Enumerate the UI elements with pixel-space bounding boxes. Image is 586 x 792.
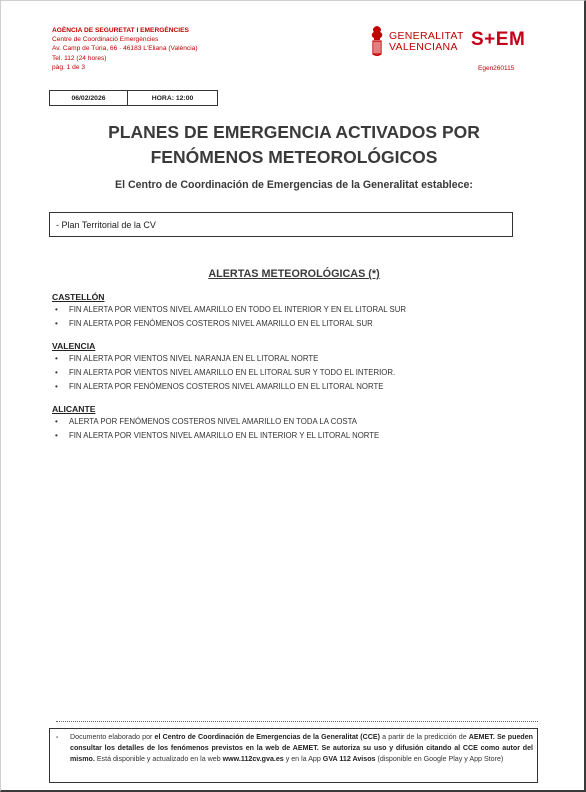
footer-divider xyxy=(56,721,538,722)
agency-name: AGÈNCIA DE SEGURETAT I EMERGÈNCIES xyxy=(52,27,189,34)
alert-item: • FIN ALERTA POR VIENTOS NIVEL NARANJA EN EL LITORAL NORTE xyxy=(52,352,532,366)
alert-item: • FIN ALERTA POR VIENTOS NIVEL AMARILLO EN TODO EL INTERIOR Y EN EL LITORAL SUR xyxy=(52,303,532,317)
agency-center: Centre de Coordinació Emergències xyxy=(52,36,159,44)
title-line-2: FENÓMENOS METEOROLÓGICOS xyxy=(150,147,438,167)
region-name: CASTELLÓN xyxy=(52,292,105,302)
issue-time: HORA: 12:00 xyxy=(151,94,194,102)
region-valencia xyxy=(52,341,532,394)
footer-text-3: Está disponible y actualizado en la web xyxy=(94,755,223,763)
page-subtitle: El Centro de Coordinación de Emergencias de la Generalitat establece: xyxy=(115,179,473,191)
region-alicante xyxy=(52,404,532,443)
footer-text-1: Documento elaborado por xyxy=(70,733,155,741)
alert-item: • FIN ALERTA POR VIENTOS NIVEL AMARILLO EN EL LITORAL SUR Y TODO EL INTERIOR. xyxy=(52,366,532,380)
footer-bold-1: el Centro de Coordinación de Emergencias de la Generalitat (CCE) xyxy=(154,733,381,741)
page-number: pàg. 1 de 3 xyxy=(52,63,85,71)
coat-of-arms-icon xyxy=(369,25,385,57)
footer-dash: - xyxy=(56,733,59,741)
alert-item: • ALERTA POR FENÓMENOS COSTEROS NIVEL AMARILLO EN TODA LA COSTA xyxy=(52,415,532,429)
footer-text-5: (disponible en Google Play y App Store) xyxy=(375,755,504,763)
footer-text-4: y en la App xyxy=(283,755,323,763)
footer-bold-2: AEMET. Se pueden consultar los detalles de los fenómenos previstos en la web de AEMET. Se autoriza su uso y difusión citando al CCE como autor del mismo. xyxy=(70,733,534,763)
alert-list xyxy=(52,352,532,394)
title-line-1: PLANES DE EMERGENCIA ACTIVADOS POR xyxy=(108,122,480,142)
sem-logo: S+EM xyxy=(471,29,526,50)
footer-app-name: GVA 112 Avisos xyxy=(322,755,376,763)
region-name: VALENCIA xyxy=(52,341,96,351)
region-name: ALICANTE xyxy=(52,404,96,414)
page-title xyxy=(1,120,586,170)
alert-item: • FIN ALERTA POR VIENTOS NIVEL AMARILLO EN EL INTERIOR Y EL LITORAL NORTE xyxy=(52,429,532,443)
document-code: Egen260115 xyxy=(478,65,515,72)
alerts-heading: ALERTAS METEOROLÓGICAS (*) xyxy=(208,268,380,280)
alert-list xyxy=(52,415,532,443)
agency-address: Av. Camp de Túria, 66 · 46183 L'Eliana (València) xyxy=(52,45,198,53)
active-plan-box: - Plan Territorial de la CV xyxy=(49,212,513,237)
issue-date: 06/02/2026 xyxy=(50,91,128,105)
logo-gv-line1: GENERALITAT xyxy=(389,30,464,42)
alert-item: • FIN ALERTA POR FENÓMENOS COSTEROS NIVEL AMARILLO EN EL LITORAL SUR xyxy=(52,317,532,331)
date-time-box xyxy=(49,90,218,106)
footer-website-link[interactable]: www.112cv.gva.es xyxy=(222,755,284,763)
alert-list xyxy=(52,303,532,331)
footer-text-2: a partir de la predicción de xyxy=(380,733,469,741)
generalitat-valenciana-logo xyxy=(369,25,464,59)
agency-header xyxy=(52,26,198,72)
alert-item: • FIN ALERTA POR FENÓMENOS COSTEROS NIVEL AMARILLO EN EL LITORAL NORTE xyxy=(52,380,532,394)
footer-note xyxy=(49,728,538,783)
logo-gv-line2: VALENCIANA xyxy=(389,41,458,53)
agency-phone: Tel. 112 (24 hores) xyxy=(52,54,107,62)
region-castellon xyxy=(52,292,532,331)
